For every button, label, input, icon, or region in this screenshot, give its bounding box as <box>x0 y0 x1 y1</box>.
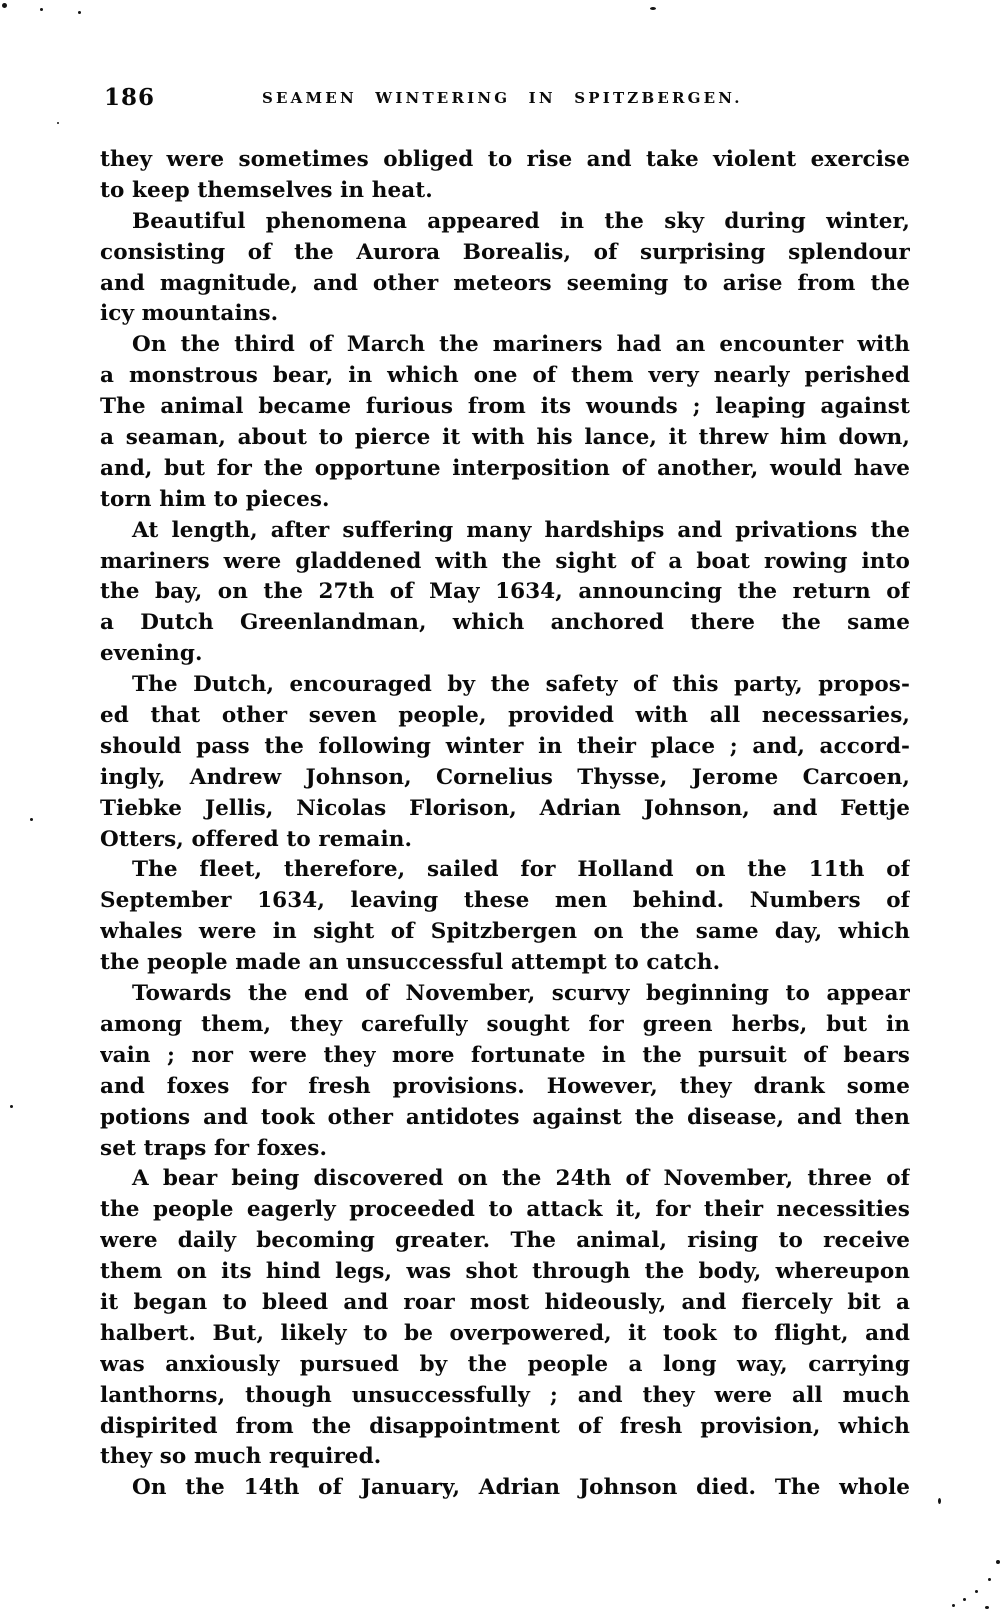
text-line: On the 14th of January, Adrian Johnson died. The whole <box>132 1475 910 1501</box>
paragraph <box>100 1473 910 1504</box>
text-line: it began to bleed and roar most hideously, and fiercely bit a <box>100 1289 910 1315</box>
text-line: evening. <box>100 641 203 667</box>
text-line: Otters, offered to remain. <box>100 826 413 852</box>
page-body <box>100 145 910 1504</box>
scan-speck <box>938 1498 941 1504</box>
text-line: ingly, Andrew Johnson, Cornelius Thysse, Jerome Carcoen, <box>100 764 910 790</box>
text-line: ed that other seven people, provided with all necessaries, <box>100 703 910 729</box>
text-line: vain ; nor were they more fortunate in the pursuit of bears <box>100 1042 910 1068</box>
text-line: On the third of March the mariners had an encounter with <box>132 332 910 358</box>
text-line: torn him to pieces. <box>100 486 330 512</box>
scan-speck <box>2 3 7 8</box>
scan-speck <box>963 1598 966 1601</box>
paragraph <box>100 207 910 331</box>
scan-speck <box>30 818 33 821</box>
page-number: 186 <box>104 84 156 111</box>
text-line: among them, they carefully sought for green herbs, but in <box>100 1011 910 1037</box>
scan-speck <box>988 1578 991 1581</box>
scan-speck <box>57 122 59 124</box>
scan-speck <box>10 1105 13 1108</box>
text-line: should pass the following winter in their place ; and, accord- <box>100 733 910 759</box>
text-line: they were sometimes obliged to rise and take violent exercise <box>100 147 910 172</box>
text-line: a seaman, about to pierce it with his lance, it threw him down, <box>100 425 910 451</box>
text-line: icy mountains. <box>100 301 279 327</box>
text-line: The animal became furious from its wounds ; leaping against <box>100 394 910 420</box>
text-line: and foxes for fresh provisions. However, they drank some <box>100 1073 910 1099</box>
text-line: were daily becoming greater. The animal, rising to receive <box>100 1228 910 1254</box>
text-line: and, but for the opportune interposition of another, would have <box>100 455 910 481</box>
text-line: whales were in sight of Spitzbergen on the same day, which <box>100 919 910 945</box>
text-line: set traps for foxes. <box>100 1135 328 1161</box>
text-line: At length, after suffering many hardships and privations the <box>132 517 910 543</box>
scan-speck <box>985 1606 989 1609</box>
text-line: The fleet, therefore, sailed for Holland on the 11th of <box>132 857 910 883</box>
text-line: lanthorns, though unsuccessfully ; and they were all much <box>100 1382 910 1408</box>
paragraph <box>100 1164 910 1473</box>
scan-speck <box>975 1590 978 1593</box>
scan-speck <box>650 7 656 10</box>
text-line: consisting of the Aurora Borealis, of surprising splendour <box>100 239 910 265</box>
text-line: Towards the end of November, scurvy beginning to appear <box>132 981 910 1007</box>
text-line: a monstrous bear, in which one of them very nearly perished <box>100 363 910 389</box>
paragraph <box>100 855 910 979</box>
text-line: to keep themselves in heat. <box>100 177 433 203</box>
text-line: potions and took other antidotes against the disease, and then <box>100 1104 910 1130</box>
text-line: Beautiful phenomena appeared in the sky during winter, <box>132 208 910 234</box>
text-line: Tiebke Jellis, Nicolas Florison, Adrian Johnson, and Fettje <box>100 795 910 821</box>
text-line: The Dutch, encouraged by the safety of this party, propos- <box>132 672 910 698</box>
text-line: the bay, on the 27th of May 1634, announcing the return of <box>100 579 910 605</box>
scan-speck <box>40 8 43 11</box>
text-line: September 1634, leaving these men behind. Numbers of <box>100 888 910 914</box>
text-line: them on its hind legs, was shot through the body, whereupon <box>100 1259 910 1285</box>
text-line: dispirited from the disappointment of fresh provision, which <box>100 1413 910 1439</box>
scan-speck <box>996 1560 1000 1564</box>
text-line: they so much required. <box>100 1444 382 1470</box>
scan-speck <box>78 11 81 14</box>
text-line: was anxiously pursued by the people a long way, carrying <box>100 1351 910 1377</box>
text-line: the people made an unsuccessful attempt to catch. <box>100 950 721 976</box>
paragraph <box>100 516 910 670</box>
text-line: mariners were gladdened with the sight of a boat rowing into <box>100 548 910 574</box>
paragraph <box>100 330 910 515</box>
scan-speck <box>952 1604 955 1607</box>
text-line: the people eagerly proceeded to attack it, for their necessities <box>100 1197 910 1223</box>
running-title: SEAMEN WINTERING IN SPITZBERGEN. <box>262 89 743 107</box>
text-line: and magnitude, and other meteors seeming to arise from the <box>100 270 910 296</box>
text-line: A bear being discovered on the 24th of November, three of <box>132 1166 910 1192</box>
paragraph <box>100 145 910 207</box>
paragraph <box>100 979 910 1164</box>
text-line: a Dutch Greenlandman, which anchored there the same <box>100 610 910 636</box>
text-line: halbert. But, likely to be overpowered, it took to flight, and <box>100 1320 910 1346</box>
paragraph <box>100 670 910 855</box>
running-header <box>0 84 1000 118</box>
